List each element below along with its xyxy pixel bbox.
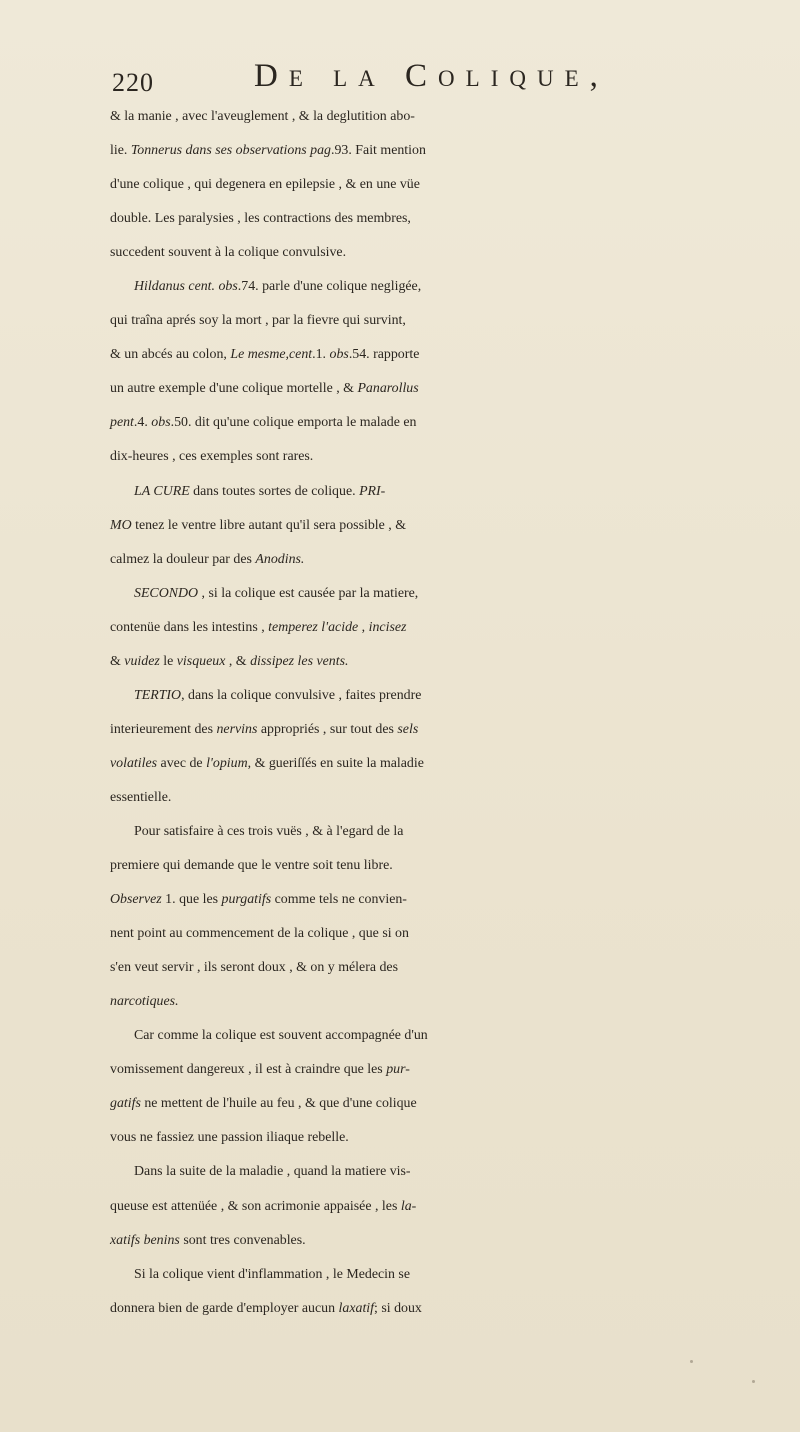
text-line [110, 815, 790, 849]
text-line [110, 849, 790, 883]
text-line [110, 1292, 790, 1326]
italic-text: TERTIO [134, 687, 182, 703]
running-head [112, 58, 772, 104]
text-line [110, 645, 790, 679]
italic-text: dissipez les vents. [250, 653, 349, 669]
italic-text: Le mesme,cent [230, 347, 313, 363]
roman-text: queuse est attenüée , & son acrimonie appaisée , les [110, 1198, 401, 1214]
roman-text: , & [225, 653, 251, 669]
roman-text: vomissement dangereux , il est à craindre que les [110, 1062, 387, 1078]
text-line [110, 1190, 790, 1224]
text-line [110, 1019, 790, 1053]
italic-text: volatiles [110, 755, 158, 771]
roman-text: dans toutes sortes de colique. [189, 483, 360, 499]
italic-text: obs [329, 347, 349, 363]
roman-text: Si la colique vient d'inflammation , le Medecin se [134, 1266, 411, 1282]
text-line [110, 985, 790, 1019]
italic-text: visqueux [176, 653, 226, 669]
text-line [110, 917, 790, 951]
italic-text: Tonnerus dans ses observations pag [130, 143, 331, 159]
paper-speck [690, 1360, 693, 1363]
text-line [110, 134, 790, 168]
roman-text: dix-heures , ces exemples sont rares. [110, 449, 314, 465]
text-line [110, 372, 790, 406]
italic-text: laxatif [338, 1300, 375, 1316]
roman-text: appropriés , sur tout des [257, 721, 398, 737]
italic-text: PRI- [359, 483, 386, 499]
italic-text: incisez [368, 619, 407, 635]
roman-text: .54. rapporte [348, 347, 420, 363]
text-line [110, 236, 790, 270]
roman-text: vous ne fassiez une passion iliaque rebelle. [110, 1130, 349, 1146]
paper-speck [752, 1380, 755, 1383]
italic-text: Observez [110, 892, 162, 908]
text-line [110, 338, 790, 372]
roman-text: tenez le ventre libre autant qu'il sera possible , & [131, 517, 407, 533]
text-line [110, 611, 790, 645]
text-line [110, 679, 790, 713]
roman-text: ; si doux [374, 1300, 422, 1316]
text-line [110, 577, 790, 611]
roman-text: le [159, 653, 177, 669]
roman-text: .4. [133, 415, 152, 431]
roman-text: .50. dit qu'une colique emporta le malade en [170, 415, 417, 431]
text-line [110, 440, 790, 474]
roman-text: Pour satisfaire à ces trois vuës , & à l'egard de la [134, 823, 404, 839]
roman-text: 1. que les [161, 892, 222, 908]
text-line [110, 100, 790, 134]
roman-text: contenüe dans les intestins , [110, 619, 269, 635]
italic-text: SECONDO [134, 585, 199, 601]
roman-text: , [358, 619, 369, 635]
italic-text: purgatifs [221, 892, 272, 908]
italic-text: nervins [216, 721, 258, 737]
roman-text: & [110, 653, 125, 669]
text-line [110, 509, 790, 543]
roman-text: nent point au commencement de la colique , que si on [110, 926, 409, 942]
italic-text: LA CURE [134, 483, 190, 499]
roman-text: .74. parle d'une colique negligée, [237, 279, 422, 295]
italic-text: temperez l'acide [268, 619, 359, 635]
italic-text: MO [110, 517, 132, 533]
roman-text: interieurement des [110, 721, 217, 737]
text-line [110, 1258, 790, 1292]
text-line [110, 406, 790, 440]
body-text [110, 100, 790, 1326]
text-line [110, 543, 790, 577]
roman-text: premiere qui demande que le ventre soit tenu libre. [110, 858, 393, 874]
text-line [110, 202, 790, 236]
italic-text: la- [400, 1198, 417, 1214]
roman-text: d'une colique , qui degenera en epilepsie , & en une vüe [110, 177, 420, 193]
italic-text: sels [397, 721, 419, 737]
text-line [110, 883, 790, 917]
italic-text: xatifs benins [110, 1232, 180, 1248]
text-line [110, 1224, 790, 1258]
text-line [110, 475, 790, 509]
roman-text: donnera bien de garde d'employer aucun [110, 1300, 339, 1316]
roman-text: , si la colique est causée par la matiere, [198, 585, 419, 601]
roman-text: & la manie , avec l'aveuglement , & la deglutition abo- [110, 109, 415, 124]
roman-text: sont tres convenables. [179, 1232, 306, 1248]
text-line [110, 270, 790, 304]
text-line [110, 713, 790, 747]
text-line [110, 951, 790, 985]
text-line [110, 1087, 790, 1121]
roman-text: .1. [312, 347, 330, 363]
roman-text: avec de [157, 755, 207, 771]
italic-text: Panarollus [357, 381, 419, 397]
text-line [110, 747, 790, 781]
italic-text: pur- [386, 1062, 410, 1078]
roman-text: & un abcés au colon, [110, 347, 231, 363]
roman-text: lie. [110, 143, 131, 159]
text-line [110, 781, 790, 815]
italic-text: Hildanus cent. obs [134, 279, 238, 295]
text-line [110, 168, 790, 202]
roman-text: .93. Fait mention [331, 143, 426, 159]
roman-text: succedent souvent à la colique convulsive. [110, 245, 347, 261]
italic-text: vuidez [124, 653, 160, 669]
italic-text: gatifs [110, 1096, 141, 1112]
italic-text: Anodins. [255, 551, 305, 567]
roman-text: s'en veut servir , ils seront doux , & on y mélera des [110, 960, 398, 976]
roman-text: calmez la douleur par des [110, 551, 256, 567]
roman-text: Dans la suite de la maladie , quand la matiere vis- [134, 1164, 411, 1180]
text-line [110, 304, 790, 338]
italic-text: pent [110, 415, 134, 431]
roman-text: essentielle. [110, 789, 172, 805]
text-line [110, 1121, 790, 1155]
page-number: 220 [112, 68, 154, 97]
roman-text: , & gueriſſés en suite la maladie [247, 755, 424, 771]
italic-text: narcotiques. [110, 994, 179, 1010]
italic-text: l'opium [206, 755, 248, 771]
text-line [110, 1155, 790, 1189]
italic-text: obs [151, 415, 171, 431]
text-line [110, 1053, 790, 1087]
roman-text: , dans la colique convulsive , faites prendre [181, 687, 422, 703]
roman-text: Car comme la colique est souvent accompagnée d'un [134, 1028, 428, 1044]
roman-text: ne mettent de l'huile au feu , & que d'une colique [140, 1096, 417, 1112]
roman-text: comme tels ne convien- [271, 892, 407, 908]
roman-text: un autre exemple d'une colique mortelle , & [110, 381, 358, 397]
running-title: De la Colique, [254, 58, 609, 94]
roman-text: qui traîna aprés soy la mort , par la fievre qui survint, [110, 313, 406, 329]
roman-text: double. Les paralysies , les contractions des membres, [110, 211, 411, 227]
